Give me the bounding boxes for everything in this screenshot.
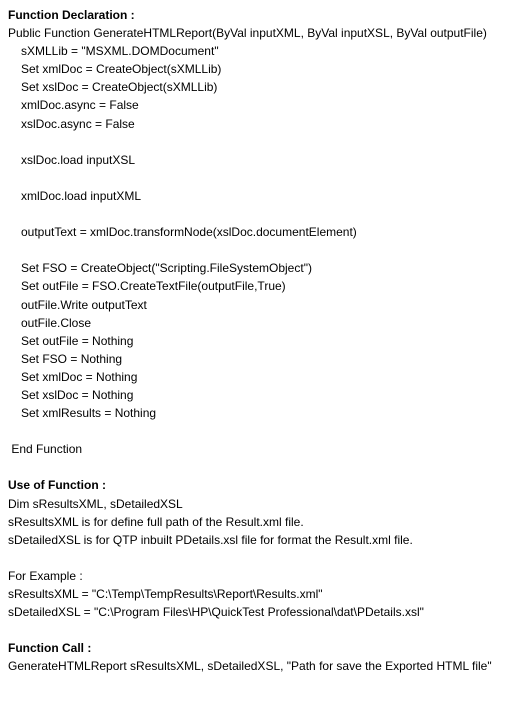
code-line: Set xslDoc = Nothing (21, 387, 134, 402)
spacer (8, 133, 514, 151)
code-line: Set xslDoc = CreateObject(sXMLLib) (21, 80, 218, 95)
use-of-function-heading: Use of Function : (8, 478, 106, 493)
spacer (8, 422, 514, 440)
code-line: xmlDoc.async = False (21, 98, 139, 113)
for-example-label: For Example : (8, 568, 83, 583)
usage-line: sResultsXML is for define full path of the Result.xml file. (8, 514, 304, 529)
code-line: outputText = xmlDoc.transformNode(xslDoc.documentElement) (21, 225, 357, 240)
code-line: sXMLLib = "MSXML.DOMDocument" (21, 44, 219, 59)
function-call-line: GenerateHTMLReport sResultsXML, sDetailedXSL, "Path for save the Exported HTML file" (8, 659, 492, 674)
code-line: xslDoc.load inputXSL (21, 152, 136, 167)
spacer (8, 458, 514, 476)
code-line: Set outFile = FSO.CreateTextFile(outputFile,True) (21, 279, 286, 294)
code-line: outFile.Close (21, 315, 92, 330)
code-line: Set outFile = Nothing (21, 333, 134, 348)
example-line: sDetailedXSL = "C:\Program Files\HP\QuickTest Professional\dat\PDetails.xsl" (8, 605, 424, 620)
code-line: Set xmlDoc = CreateObject(sXMLLib) (21, 62, 222, 77)
code-line: Set FSO = Nothing (21, 351, 123, 366)
spacer (8, 621, 514, 639)
usage-line: sDetailedXSL is for QTP inbuilt PDetails.xsl file for format the Result.xml file. (8, 532, 413, 547)
function-call-heading: Function Call : (8, 641, 92, 656)
spacer (8, 205, 514, 223)
code-line: Set xmlDoc = Nothing (21, 369, 138, 384)
usage-line: Dim sResultsXML, sDetailedXSL (8, 496, 183, 511)
article-body (8, 6, 514, 675)
code-line: xmlDoc.load inputXML (21, 188, 142, 203)
function-signature: Public Function GenerateHTMLReport(ByVal inputXML, ByVal inputXSL, ByVal outputFile) (8, 26, 487, 41)
end-function-line: End Function (8, 442, 83, 457)
example-line: sResultsXML = "C:\Temp\TempResults\Report\Results.xml" (8, 587, 323, 601)
function-declaration-heading: Function Declaration : (8, 8, 135, 22)
code-line: Set FSO = CreateObject("Scripting.FileSystemObject") (21, 261, 312, 276)
spacer (8, 549, 514, 567)
code-line: xslDoc.async = False (21, 116, 135, 131)
code-line: Set xmlResults = Nothing (21, 406, 157, 421)
spacer (8, 241, 514, 259)
spacer (8, 169, 514, 187)
code-line: outFile.Write outputText (21, 297, 147, 312)
